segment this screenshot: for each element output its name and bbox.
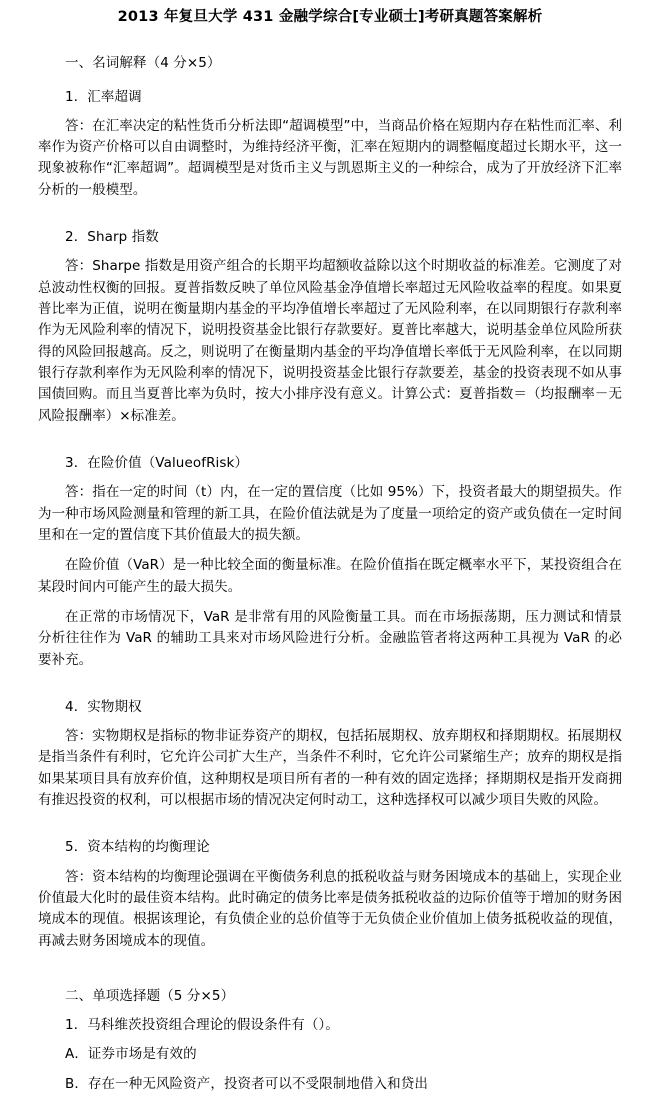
document-page (0, 7, 652, 1092)
spacer (38, 427, 622, 453)
spacer (38, 247, 622, 256)
spacer (38, 717, 622, 726)
section-heading-multiple-choice: 二、单项选择题（5 分×5） (65, 987, 235, 1004)
spacer (38, 671, 622, 697)
spacer (38, 811, 622, 837)
spacer (38, 598, 622, 607)
term-answer-4: 答：实物期权是指标的物非证券资产的期权，包括拓展期权、放弃期权和择期期权。拓展期权是指当条件有利时，它允许公司扩大生产，当条件不利时，它允许公司紧缩生产；放弃的期权是指如果某项目具有放弃价值，这种期权是项目所有者的一种有效的固定选择；择期期权是指开发商拥有推迟投资的权利，可以根据市场的情况决定何时动工，这种选择权可以减少项目失败的风险。 (38, 728, 622, 809)
term-answer-1: 答：在汇率决定的粘性货币分析法即“超调模型”中，当商品价格在短期内存在粘性而汇率、利率作为资产价格可以自由调整时，为维持经济平衡，汇率在短期内的调整幅度超过长期水平，这一现象被称作“汇率超调”。超调模型是对货币主义与凯恩斯主义的一种综合，成为了开放经济下汇率分析的一般模型。 (38, 117, 622, 198)
spacer (38, 1035, 622, 1044)
question-1-choice-a: A．证券市场是有效的 (65, 1046, 197, 1063)
term-answer-3-para-2: 在险价值（VaR）是一种比较全面的衡量标准。在险价值指在既定概率水平下，某投资组合在某段时间内可能产生的最大损失。 (38, 557, 622, 595)
question-heading-1: 1．马科维茨投资组合理论的假设条件有（）。 (65, 1017, 339, 1034)
term-answer-5: 答：资本结构的均衡理论强调在平衡债务利息的抵税收益与财务困境成本的基础上，实现企业价值最大化时的最佳资本结构。此时确定的债务比率是债务抵税收益的边际价值等于增加的财务困境成本的现值。根据该理论，有负债企业的总价值等于无负债企业价值加上债务抵税收益的现值，再减去财务困境成本的现值。 (38, 868, 622, 949)
spacer (38, 201, 622, 227)
spacer (38, 858, 622, 867)
term-answer-3-para-1: 答：指在一定的时间（t）内，在一定的置信度（比如 95%）下，投资者最大的期望损失。作为一种市场风险测量和管理的新工具，在险价值法就是为了度量一项给定的资产或负债在一定时间里和在一定的置信度下其价值最大的损失额。 (38, 484, 622, 543)
spacer (38, 546, 622, 555)
page-title: 2013 年复旦大学 431 金融学综合[专业硕士]考研真题答案解析 (117, 9, 543, 25)
term-heading-2: 2．Sharp 指数 (65, 229, 159, 246)
spacer (38, 27, 622, 53)
spacer (38, 1065, 622, 1074)
term-heading-5: 5．资本结构的均衡理论 (65, 839, 210, 856)
spacer (38, 952, 622, 986)
term-heading-4: 4．实物期权 (65, 698, 142, 715)
spacer (38, 74, 622, 87)
term-heading-1: 1．汇率超调 (65, 88, 142, 105)
term-answer-3-para-3: 在正常的市场情况下，VaR 是非常有用的风险衡量工具。而在市场振荡期，压力测试和情景分析往往作为 VaR 的辅助工具来对市场风险进行分析。金融监管者将这两种工具视为 VaR 的必要补充。 (38, 608, 622, 668)
spacer (38, 473, 622, 482)
term-heading-3: 3．在险价值（ValueofRisk） (65, 454, 249, 471)
term-answer-2: 答：Sharpe 指数是用资产组合的长期平均超额收益除以这个时期收益的标准差。它测度了对总波动性权衡的回报。夏普指数反映了单位风险基金净值增长率超过无风险收益率的程度。如果夏普比率为正值，说明在衡量期内基金的平均净值增长率超过了无风险利率，在以同期银行存款利率作为无风险利率的情况下，说明投资基金比银行存款要好。夏普比率越大，说明基金单位风险所获得的风险回报越高。反之，则说明了在衡量期内基金的平均净值增长率低于无风险利率，在以同期银行存款利率作为无风险利率的情况下，说明投资基金比银行存款要差，基金的投资表现不如从事国债回购。而且当夏普比率为负时，按大小排序没有意义。计算公式：夏普指数＝（均报酬率－无风险报酬率）×标准差。 (38, 258, 622, 424)
question-1-choice-b: B．存在一种无风险资产，投资者可以不受限制地借入和贷出 (65, 1075, 428, 1092)
spacer (38, 107, 622, 116)
spacer (38, 1006, 622, 1015)
section-heading-terms: 一、名词解释（4 分×5） (65, 55, 221, 72)
